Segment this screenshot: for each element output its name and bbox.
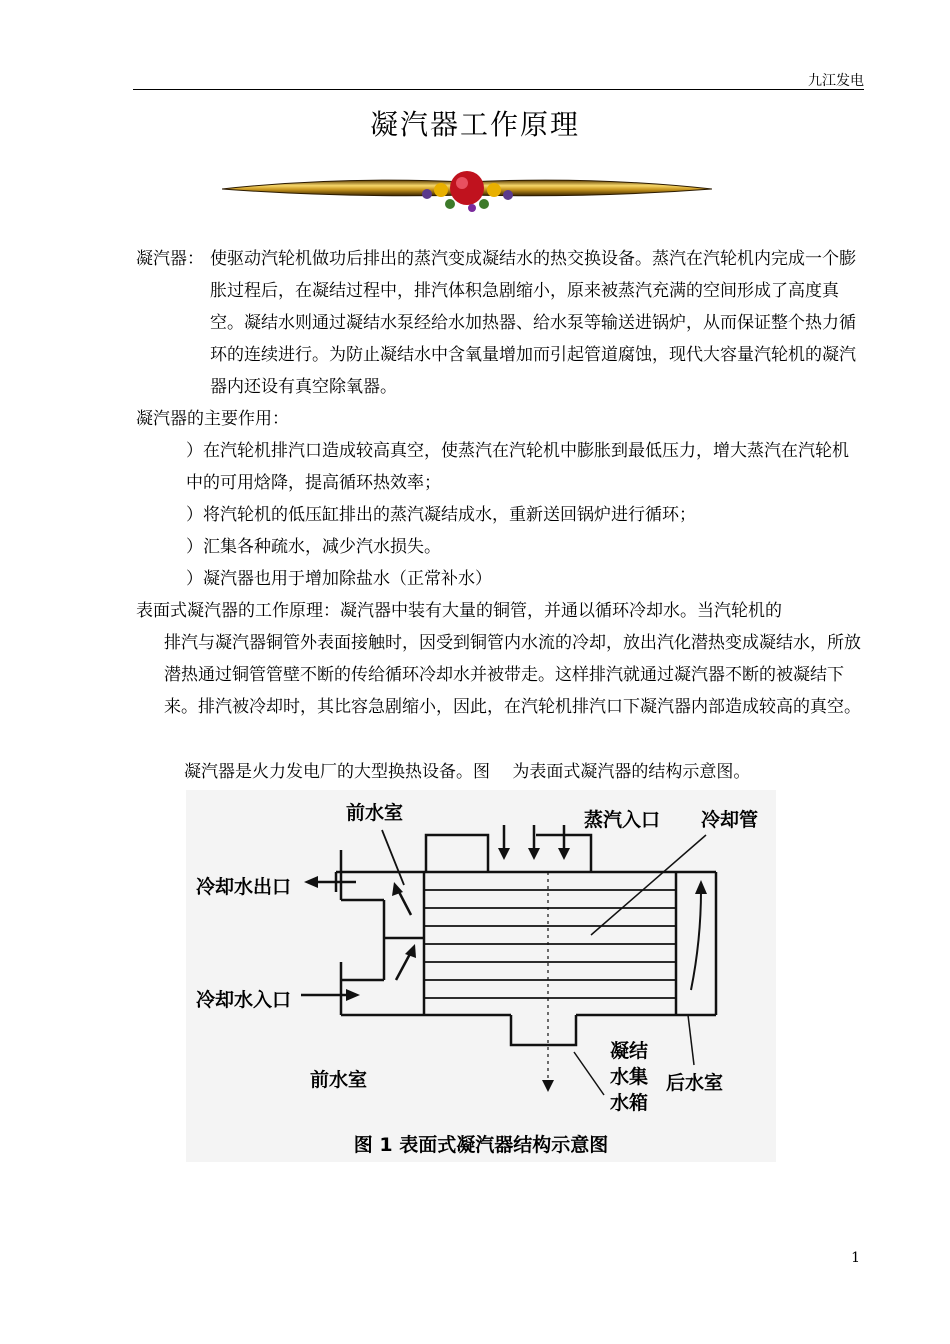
role-item-1: ）在汽轮机排汽口造成较高真空，使蒸汽在汽轮机中膨胀到最低压力，增大蒸汽在汽轮机中的可用焓降，提高循环热效率； bbox=[186, 441, 849, 493]
condenser-figure bbox=[186, 790, 776, 1162]
role-item-2: ）将汽轮机的低压缸排出的蒸汽凝结成水，重新送回锅炉进行循环； bbox=[186, 505, 696, 525]
figure-caption: 图 1 表面式凝汽器结构示意图 bbox=[353, 1134, 609, 1156]
condenser-diagram bbox=[186, 790, 776, 1162]
roles-title: 凝汽器的主要作用： bbox=[136, 409, 289, 429]
working-principle-first: 表面式凝汽器的工作原理：凝汽器中装有大量的铜管，并通以循环冷却水。当汽轮机的 bbox=[136, 601, 782, 621]
header-rule bbox=[133, 89, 864, 90]
role-item-4: ）凝汽器也用于增加除盐水（正常补水） bbox=[186, 569, 492, 589]
label-hotwell-line2: 水集 bbox=[610, 1066, 649, 1088]
label-front-chamber-bottom: 前水室 bbox=[310, 1069, 368, 1091]
figure-intro: 凝汽器是火力发电厂的大型换热设备。图 为表面式凝汽器的结构示意图。 bbox=[184, 762, 751, 782]
label-cooling-tube: 冷却管 bbox=[701, 809, 759, 831]
working-principle-rest: 排汽与凝汽器铜管外表面接触时，因受到铜管内水流的冷却，放出汽化潜热变成凝结水，所放潜热通过铜管管壁不断的传给循环冷却水并被带走。这样排汽就通过凝汽器不断的被凝结下来。排汽被冷却时，其比容急剧缩小，因此，在汽轮机排汽口下凝汽器内部造成较高的真空。 bbox=[164, 633, 861, 717]
page-number: 1 bbox=[851, 1250, 860, 1266]
label-cooling-water-inlet: 冷却水入口 bbox=[196, 989, 292, 1011]
working-principle bbox=[136, 595, 861, 723]
label-hotwell-line3: 水箱 bbox=[610, 1092, 649, 1114]
label-cooling-water-outlet: 冷却水出口 bbox=[196, 876, 292, 898]
definition-body: 使驱动汽轮机做功后排出的蒸汽变成凝结水的热交换设备。蒸汽在汽轮机内完成一个膨胀过程后，在凝结过程中，排汽体积急剧缩小，原来被蒸汽充满的空间形成了高度真空。凝结水则通过凝结水泵经给水加热器、给水泵等输送进锅炉，从而保证整个热力循环的连续进行。为防止凝结水中含氧量增加而引起管道腐蚀，现代大容量汽轮机的凝汽器内还设有真空除氧器。 bbox=[210, 249, 856, 397]
page-title: 凝汽器工作原理 bbox=[369, 108, 580, 141]
label-front-chamber-top: 前水室 bbox=[346, 802, 404, 824]
label-rear-chamber: 后水室 bbox=[666, 1072, 724, 1094]
label-hotwell-line1: 凝结 bbox=[610, 1040, 649, 1062]
header-org: 九江发电 bbox=[808, 73, 864, 89]
definition-label: 凝汽器： bbox=[136, 249, 204, 269]
label-steam-inlet: 蒸汽入口 bbox=[584, 809, 661, 831]
role-item-3: ）汇集各种疏水，减少汽水损失。 bbox=[186, 537, 441, 557]
ornament-divider bbox=[222, 160, 712, 215]
